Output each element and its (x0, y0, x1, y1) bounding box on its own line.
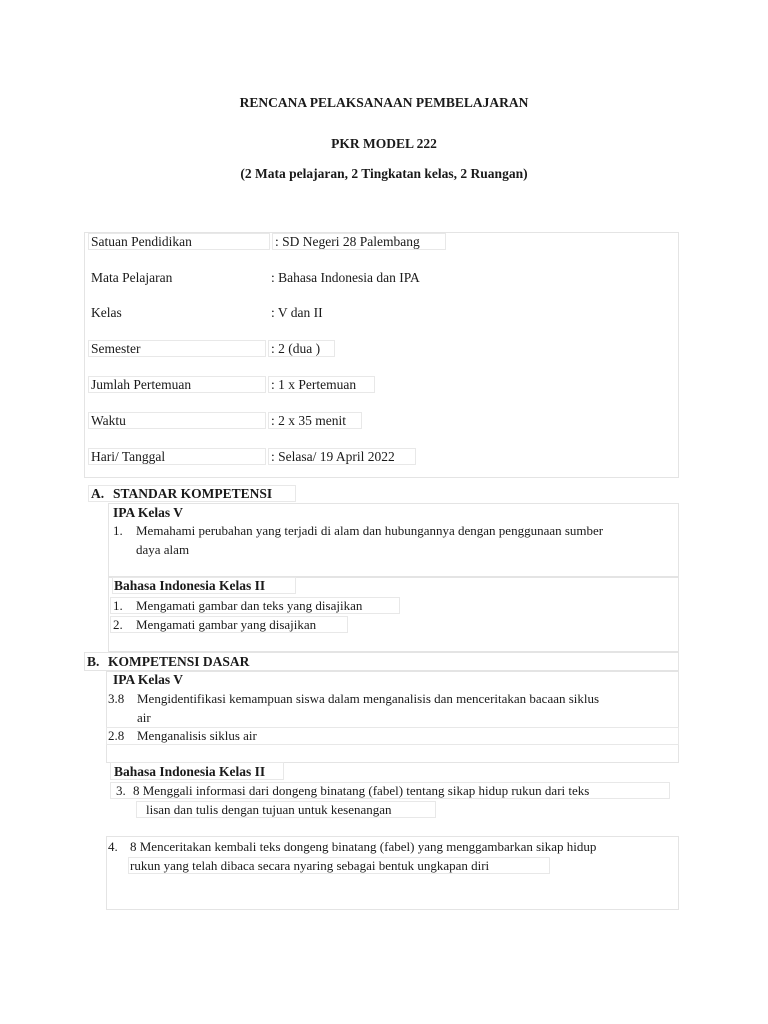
section-b-ipa-frame (106, 671, 679, 763)
list-text: daya alam (136, 542, 190, 557)
section-b-marker: B. (87, 654, 100, 669)
section-a-title: STANDAR KOMPETENSI (113, 486, 273, 501)
document-title: RENCANA PELAKSANAAN PEMBELAJARAN (239, 95, 529, 110)
identity-label: Waktu (91, 413, 126, 428)
identity-value: : Selasa/ 19 April 2022 (271, 449, 395, 464)
list-number: 2. (113, 617, 123, 632)
list-text: lisan dan tulis dengan tujuan untuk kesenangan (146, 802, 392, 817)
list-text: Mengamati gambar dan teks yang disajikan (136, 598, 363, 613)
identity-label: Hari/ Tanggal (91, 449, 166, 464)
list-text: Menganalisis siklus air (137, 728, 257, 743)
document-subtitle: (2 Mata pelajaran, 2 Tingkatan kelas, 2 Ruangan) (240, 166, 528, 181)
identity-label: Kelas (91, 305, 122, 320)
identity-value: : 2 (dua ) (271, 341, 321, 356)
list-number: 4. (108, 839, 118, 854)
identity-value: : 2 x 35 menit (271, 413, 346, 428)
section-a-ipa-frame (108, 503, 679, 577)
model-title: PKR MODEL 222 (331, 136, 437, 151)
list-text: Memahami perubahan yang terjadi di alam dan hubungannya dengan penggunaan sumber (136, 523, 604, 538)
section-b-bi-heading: Bahasa Indonesia Kelas II (114, 764, 266, 779)
list-text: 8 Menceritakan kembali teks dongeng binatang (fabel) yang menggambarkan sikap hidup (130, 839, 597, 854)
identity-label: Satuan Pendidikan (91, 234, 192, 249)
list-text: air (137, 710, 151, 725)
list-number: 3. (116, 783, 126, 798)
identity-label: Semester (91, 341, 141, 356)
identity-label: Jumlah Pertemuan (91, 377, 192, 392)
identity-value: : 1 x Pertemuan (271, 377, 357, 392)
section-a-ipa-heading: IPA Kelas V (113, 505, 184, 520)
list-text: rukun yang telah dibaca secara nyaring sebagai bentuk ungkapan diri (130, 858, 490, 873)
list-number: 3.8 (108, 691, 125, 706)
list-text: 8 Menggali informasi dari dongeng binatang (fabel) tentang sikap hidup rukun dari teks (133, 783, 590, 798)
list-text: Mengamati gambar yang disajikan (136, 617, 317, 632)
identity-label: Mata Pelajaran (91, 270, 173, 285)
section-a-marker: A. (91, 486, 105, 501)
identity-value: : V dan II (271, 305, 323, 320)
section-a-bi-heading: Bahasa Indonesia Kelas II (114, 578, 266, 593)
list-number: 2.8 (108, 728, 125, 743)
section-b-ipa-heading: IPA Kelas V (113, 672, 184, 687)
identity-value: : Bahasa Indonesia dan IPA (271, 270, 420, 285)
list-number: 1. (113, 523, 123, 538)
section-b-title: KOMPETENSI DASAR (108, 654, 250, 669)
list-text: Mengidentifikasi kemampuan siswa dalam menganalisis dan menceritakan bacaan siklus (137, 691, 600, 706)
list-number: 1. (113, 598, 123, 613)
identity-value: : SD Negeri 28 Palembang (275, 234, 420, 249)
